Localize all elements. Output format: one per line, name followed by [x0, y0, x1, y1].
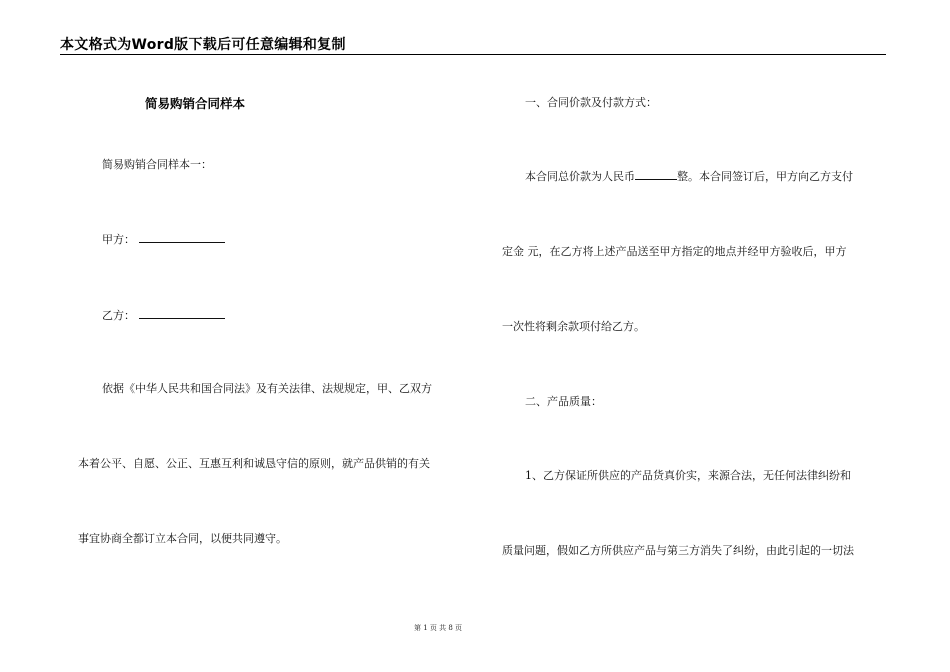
page-number: 第 1 页 共 8 页: [414, 624, 463, 632]
party-a-label: 甲方：: [102, 233, 135, 246]
party-b-line: [102, 307, 225, 323]
party-b-blank: [139, 309, 225, 319]
document-title: 简易购销合同样本: [145, 96, 246, 111]
paragraph-line: 本着公平、自愿、公正、互惠互利和诚恳守信的原则，就产品供销的有关: [78, 457, 430, 470]
paragraph-line: 定金 元，在乙方将上述产品送至甲方指定的地点并经甲方验收后，甲方: [502, 245, 847, 258]
paragraph-line: 依据《中华人民共和国合同法》及有关法律、法规规定，甲、乙双方: [102, 382, 432, 395]
party-a-blank: [139, 233, 225, 243]
banner-text: 本文格式为Word版下载后可任意编辑和复制: [60, 37, 346, 53]
paragraph-line: [525, 168, 853, 184]
section-heading: 一、合同价款及付款方式：: [525, 96, 657, 109]
party-a-line: [102, 231, 225, 247]
section-heading: 二、产品质量：: [525, 395, 602, 408]
paragraph-line: 事宜协商全都订立本合同，以便共同遵守。: [78, 532, 287, 545]
document-banner: [60, 32, 886, 55]
price-text-start: 本合同总价款为人民币: [525, 170, 635, 183]
price-blank: [635, 170, 677, 180]
paragraph-line: 一次性将剩余款项付给乙方。: [502, 320, 645, 333]
paragraph-line: 质量问题，假如乙方所供应产品与第三方消失了纠纷，由此引起的一切法: [502, 544, 854, 557]
paragraph-line: 1、乙方保证所供应的产品货真价实，来源合法，无任何法律纠纷和: [525, 469, 851, 482]
party-b-label: 乙方：: [102, 309, 135, 322]
price-text-end: 整。本合同签订后，甲方向乙方支付: [677, 170, 853, 183]
sample-heading: 简易购销合同样本一：: [102, 158, 212, 171]
